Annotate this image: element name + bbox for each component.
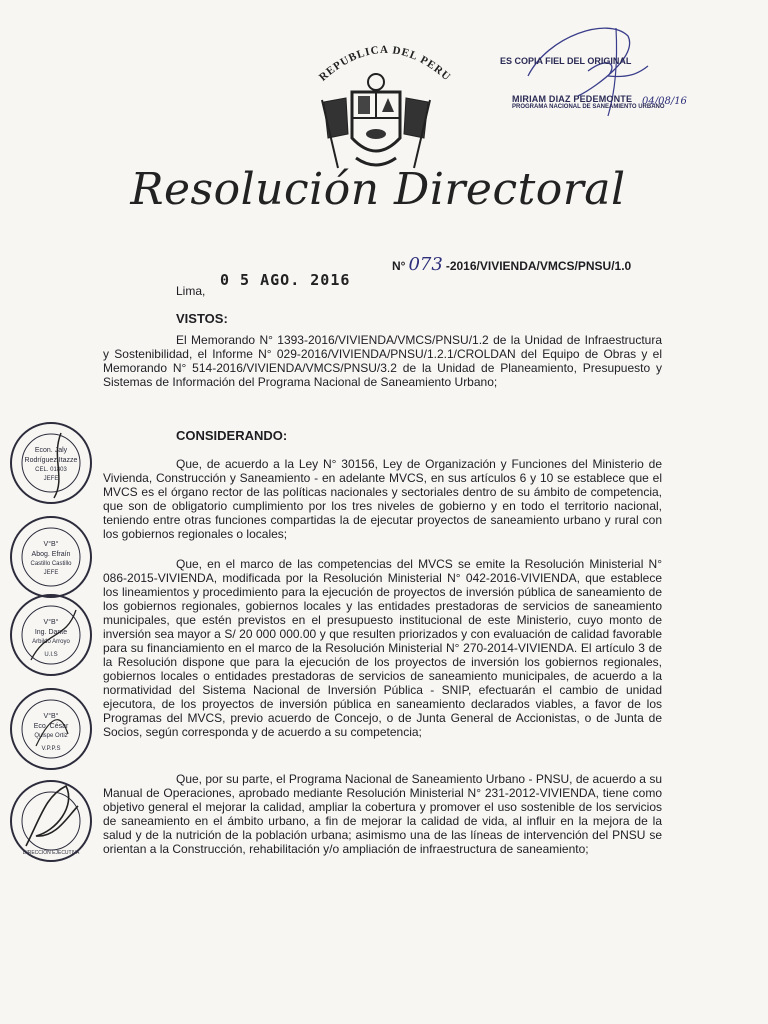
certified-copy-stamp xyxy=(488,56,688,126)
vistos-paragraph xyxy=(103,333,662,389)
seal-1-low: CEL. 01803 xyxy=(35,467,67,473)
considerando-paragraph-2 xyxy=(103,557,662,739)
seal-4-low: Quispe Ortiz xyxy=(34,733,68,739)
seal-4-mid: Eco. César xyxy=(33,723,69,730)
seal-2-mid: Abog. Efraín xyxy=(31,551,71,558)
copy-stamp-header: ES COPIA FIEL DEL ORIGINAL xyxy=(500,56,632,66)
seal-stamp-2 xyxy=(6,512,96,602)
seal-3-top: V°B° xyxy=(43,619,59,626)
considerando-heading: CONSIDERANDO: xyxy=(176,428,288,443)
seal-stamp-5 xyxy=(6,776,96,866)
copy-stamp-date: 04/08/16 xyxy=(642,96,687,107)
resolution-suffix: -2016/VIVIENDA/VMCS/PNSU/1.0 xyxy=(445,259,632,273)
coat-of-arms-icon xyxy=(318,72,434,176)
seal-4-role: V.P.P.S xyxy=(41,746,61,752)
seal-1-mid: Rodríguez Itazze xyxy=(24,457,78,464)
considerando-p2-text: Que, en el marco de las competencias del MVCS se emite la Resolución Ministerial N° 086-2015-VIVIENDA, modificada por la Resolución Ministerial N° 042-2016-VIVIENDA, que establece los lineamientos y procedimiento para la ejecución de proyectos de inversión pública de saneamiento de los gobiernos regionales, gobiernos locales y las entidades prestadoras de servicios de saneamiento municipales, que estén previstos en el presupuesto institucional de este Ministerio, cuyo monto de inversión sea mayor a S/ 20 000 000.00 y que resulten priorizados y con evaluación de calidad favorable para su financiamiento en el marco de la Resolución Ministerial N° 270-2014-VIVIENDA. El artículo 3 de la Resolución dispone que para la ejecución de los proyectos de inversión los gobiernos regionales, gobiernos locales o entidades prestadoras de servicios de saneamiento municipales, de acuerdo a la normatividad del Sistema Nacional de Inversión Pública - SNIP, efectuarán el cambio de unidad ejecutora, de los proyectos de inversión pública en saneamiento declarados viables, a favor de los Programas del MVCS, previo acuerdo de Concejo, o de Junta General de Accionistas, o de Junta de Socios, según corresponda y de acuerdo a su competencia; xyxy=(103,557,662,739)
date-stamp: 0 5 AGO. 2016 xyxy=(220,271,351,289)
considerando-paragraph-1 xyxy=(103,457,662,541)
seal-1-role: JEFE xyxy=(43,476,59,482)
seal-stamp-3 xyxy=(6,590,96,680)
seal-4-top: V°B° xyxy=(43,713,59,720)
seal-stamp-1 xyxy=(6,418,96,508)
seal-3-mid: Ing. Dante xyxy=(34,629,68,636)
seal-2-low: Castillo Castillo xyxy=(30,561,72,567)
seal-stamp-4 xyxy=(6,684,96,774)
considerando-p1-text: Que, de acuerdo a la Ley N° 30156, Ley de Organización y Funciones del Ministerio de Vivienda, Construcción y Saneamiento - en adelante MVCS, en sus artículos 6 y 10 se establece que el MVCS es el órgano rector de las políticas nacionales y sectoriales dentro de su ámbito de competencia, que son de obligatorio cumplimiento por los tres niveles de gobierno y en todo el territorio nacional, teniendo entre otras funciones compartidas la de ejecutar proyectos de saneamiento urbano y rural con los gobiernos regionales o locales; xyxy=(103,457,662,541)
resolution-number xyxy=(392,254,631,275)
resolution-prefix: N° xyxy=(392,259,406,273)
seal-2-top: V°B° xyxy=(43,541,59,548)
seal-3-low: Arbildo Arroyo xyxy=(32,639,70,645)
document-title: Resolución Directoral xyxy=(130,164,626,215)
resolution-handwritten-number: 073 xyxy=(408,254,443,275)
crest-text: REPUBLICA DEL PERU xyxy=(316,43,454,84)
seal-2-role: JEFE xyxy=(43,570,59,576)
place-label: Lima, xyxy=(176,284,206,298)
seal-3-role: U.I.S xyxy=(44,652,58,658)
copy-stamp-org: PROGRAMA NACIONAL DE SANEAMIENTO URBANO xyxy=(512,104,665,110)
considerando-p3-text: Que, por su parte, el Programa Nacional de Saneamiento Urbano - PNSU, de acuerdo a su Manual de Operaciones, aprobado mediante Resolución Ministerial N° 231-2012-VIVIENDA, tiene como objetivo general el mejorar la calidad, ampliar la cobertura y promover el uso sostenible de los servicios de saneamiento en el ámbito urbano, a fin de mejorar la calidad de vida, al influir en la mejora de la salud y de la nutrición de la población urbana; asimismo una de las líneas de intervención del PNSU se orientan a la Construcción, rehabilitación y/o ampliación de infraestructura de saneamiento; xyxy=(103,772,662,856)
vistos-heading: VISTOS: xyxy=(176,311,228,326)
seal-5-role: DIRECCIÓN EJECUTIVA xyxy=(22,850,80,856)
vistos-text: El Memorando N° 1393-2016/VIVIENDA/VMCS/PNSU/1.2 de la Unidad de Infraestructura y Sostenibilidad, el Informe N° 029-2016/VIVIENDA/PNSU/1.2.1/CROLDAN del Equipo de Obras y el Memorando N° 514-2016/VIVIENDA/VMCS/PNSU/3.2 de la Unidad de Planeamiento, Presupuesto y Sistemas de Información del Programa Nacional de Saneamiento Urbano; xyxy=(103,333,662,389)
considerando-paragraph-3 xyxy=(103,772,662,856)
seal-1-top: Econ. Jaly xyxy=(34,447,68,454)
copy-stamp-name: MIRIAM DIAZ PEDEMONTE xyxy=(512,94,633,104)
